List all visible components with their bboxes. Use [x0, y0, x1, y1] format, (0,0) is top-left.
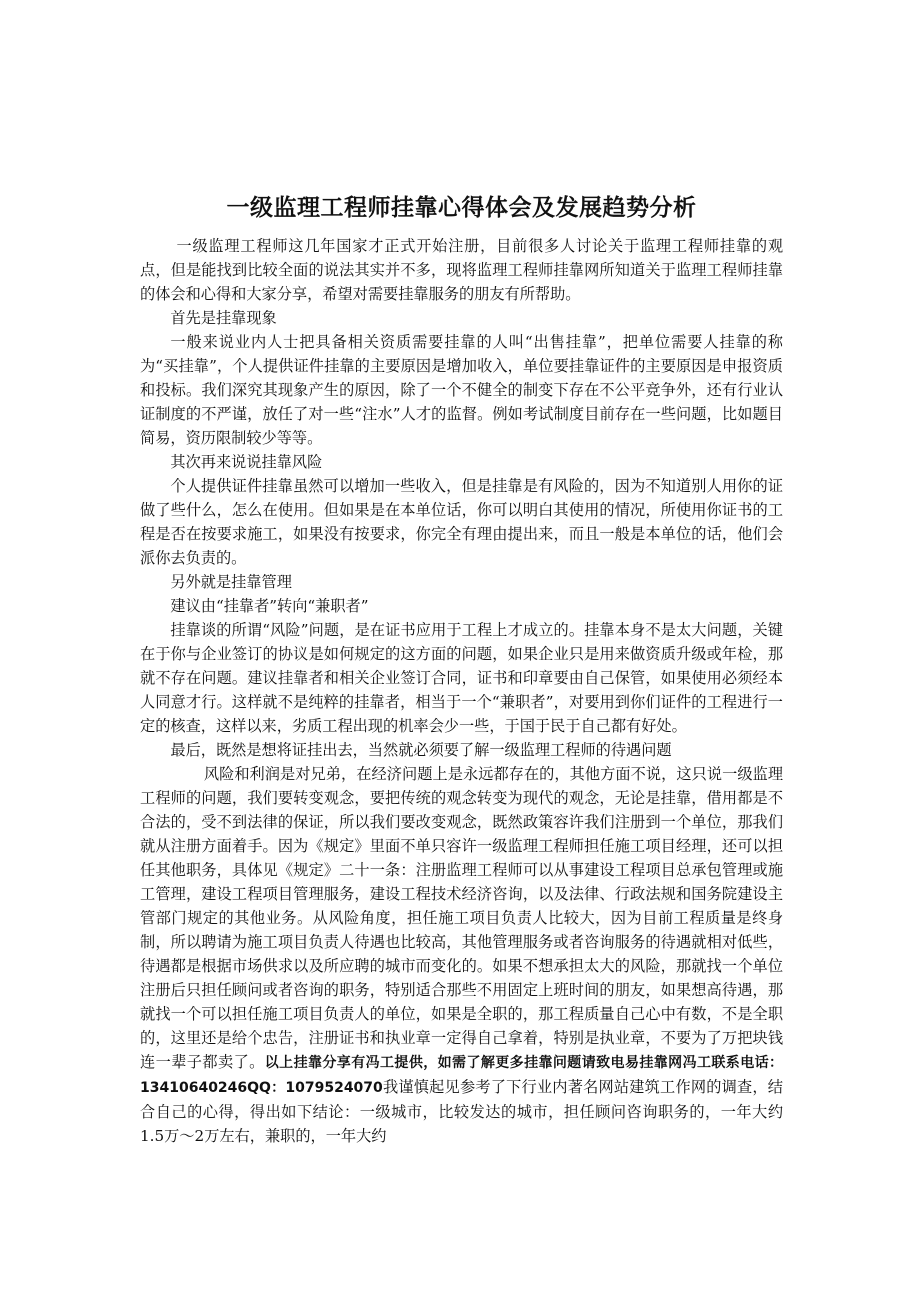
document-title: 一级监理工程师挂靠心得体会及发展趋势分析	[226, 195, 697, 221]
risk-paragraph: 个人提供证件挂靠虽然可以增加一些收入，但是挂靠是有风险的，因为不知道别人用你的证做了些什么，怎么在使用。但如果是在本单位话，你可以明白其使用的情况，所使用你证书的工程是否在按要求施工，如果没有按要求，你完全有理由提出来，而且一般是本单位的话，他们会派你去负责的。	[140, 477, 783, 567]
phenomenon-paragraph: 一般来说业内人士把具备相关资质需要挂靠的人叫“出售挂靠”，把单位需要人挂靠的称为“买挂靠”，个人提供证件挂靠的主要原因是增加收入，单位要挂靠证件的主要原因是申报资质和投标。我们深究其现象产生的原因，除了一个不健全的制变下存在不公平竞争外，还有行业认证制度的不严谨，放任了对一些“注水”人才的监督。例如考试制度目前存在一些问题，比如题目简易，资历限制较少等等。	[140, 333, 783, 447]
document-page	[140, 188, 783, 1148]
contact-info-bold: 以上挂靠分享有冯工提供，如需了解更多挂靠问题请致电易挂靠网冯工联系电话：13410640246QQ：1079524070	[140, 1055, 784, 1096]
section-heading-salary: 最后，既然是想将证挂出去，当然就必须要了解一级监理工程师的待遇问题	[170, 741, 672, 759]
section-heading-phenomenon: 首先是挂靠现象	[170, 309, 277, 327]
section-heading-management: 另外就是挂靠管理	[170, 573, 292, 591]
salary-paragraph	[140, 762, 783, 1148]
section-heading-suggestion: 建议由“挂靠者”转向“兼职者”	[170, 597, 369, 615]
section-heading-risk: 其次再来说说挂靠风险	[170, 453, 323, 471]
salary-paragraph-text: 风险和利润是对兄弟，在经济问题上是永远都存在的，其他方面不说，这只说一级监理工程师的问题，我们要转变观念，要把传统的观念转变为现代的观念，无论是挂靠，借用都是不合法的，受不到法律的保证，所以我们要改变观念，既然政策容许我们注册到一个单位，那我们就从注册方面着手。因为《规定》里面不单只容许一级监理工程师担任施工项目经理，还可以担任其他职务，具体见《规定》二十一条：注册监理工程师可以从事建设工程项目总承包管理或施工管理，建设工程项目管理服务，建设工程技术经济咨询，以及法律、行政法规和国务院建设主管部门规定的其他业务。从风险角度，担任施工项目负责人比较大，因为目前工程质量是终身制，所以聘请为施工项目负责人待遇也比较高，其他管理服务或者咨询服务的待遇就相对低些，待遇都是根据市场供求以及所应聘的城市而变化的。如果不想承担太大的风险，那就找一个单位注册后只担任顾问或者咨询的职务，特别适合那些不用固定上班时间的朋友，如果想高待遇，那就找一个可以担任施工项目负责人的单位，如果是全职的，那工程质量自己心中有数，不是全职的，这里还是给个忠告，注册证书和执业章一定得自己拿着，特别是执业章，不要为了万把块钱连一辈子都卖了。	[140, 765, 783, 1071]
intro-paragraph: 一级监理工程师这几年国家才正式开始注册，目前很多人讨论关于监理工程师挂靠的观点，但是能找到比较全面的说法其实并不多，现将监理工程师挂靠网所知道关于监理工程师挂靠的体会和心得和大家分享，希望对需要挂靠服务的朋友有所帮助。	[140, 237, 783, 303]
salary-paragraph-tail: 我谨慎起见参考了下行业内著名网站建筑工作网的调查，结合自己的心得，得出如下结论：一级城市，比较发达的城市，担任顾问咨询职务的，一年大约1.5万～2万左右，兼职的，一年大约	[140, 1078, 783, 1145]
management-paragraph: 挂靠谈的所谓“风险”问题，是在证书应用于工程上才成立的。挂靠本身不是太大问题，关键在于你与企业签订的协议是如何规定的这方面的问题，如果企业只是用来做资质升级或年检，那就不存在问题。建议挂靠者和相关企业签订合同，证书和印章要由自己保管，如果使用必须经本人同意才行。这样就不是纯粹的挂靠者，相当于一个“兼职者”，对要用到你们证件的工程进行一定的核查，这样以来，劣质工程出现的机率会少一些，于国于民于自己都有好处。	[140, 621, 783, 735]
